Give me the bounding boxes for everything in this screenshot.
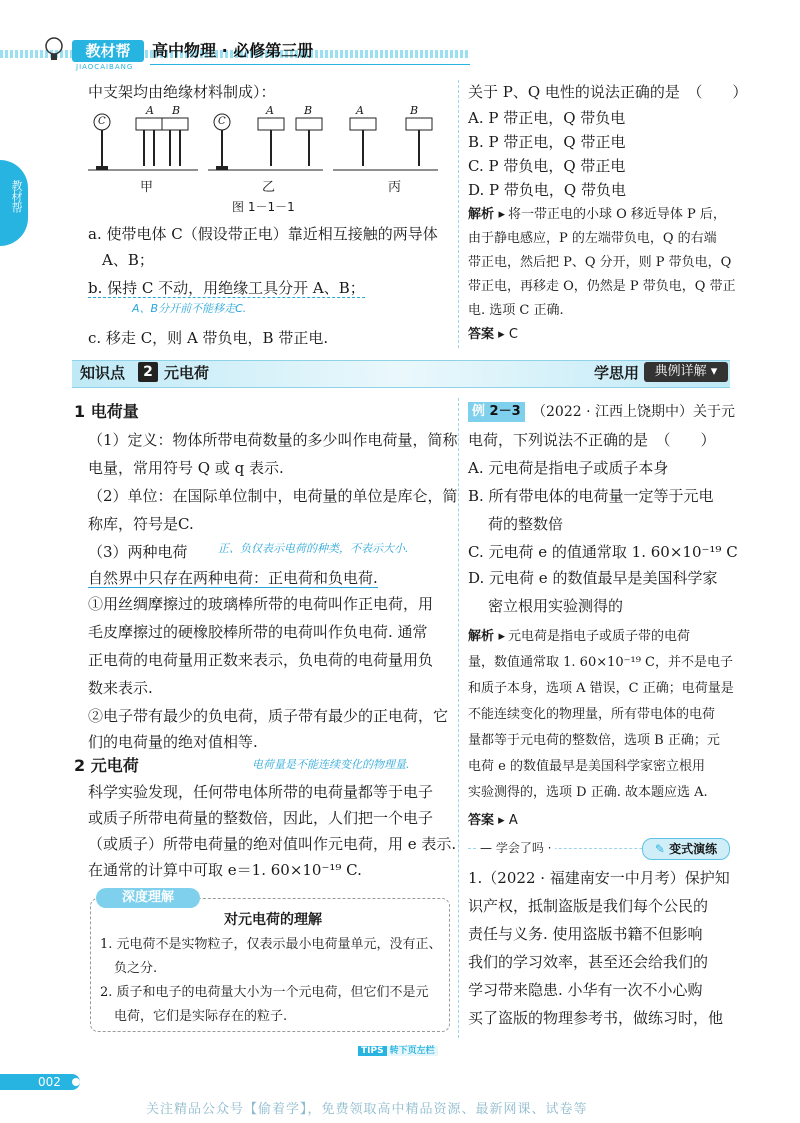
example-option-d1: D. 元电荷 e 的数值最早是美国科学家 <box>468 569 718 587</box>
figure-label-A-1: A <box>146 104 154 117</box>
question-pq: 关于 P、Q 电性的说法正确的是 （ ） <box>468 83 748 101</box>
analysis-1-line4: 带正电，再移走 O，仍然是 P 带负电，Q 带正 <box>468 279 736 294</box>
tips-badge <box>358 1044 438 1058</box>
p4-text: 自然界中只存在两种电荷：正电荷和负电荷. <box>88 569 378 587</box>
example-option-c: C. 元电荷 e 的值通常取 1. 60×10⁻¹⁹ C <box>468 543 738 561</box>
answer-value-2: A <box>508 813 518 828</box>
analysis-label-text-2: 解析 <box>468 629 495 644</box>
section-title: 元电荷 <box>164 364 210 382</box>
p7-line2: 或质子所带电荷量的整数倍，因此，人们把一个电子 <box>88 809 434 827</box>
tips-text: 转下页左栏 <box>387 1046 438 1056</box>
box-tag <box>96 888 200 908</box>
section-right-button[interactable]: 典例详解 ▾ <box>644 362 728 382</box>
heading-2 <box>74 754 139 778</box>
analysis-2-line1: 元电荷是指电子或质子带的电荷 <box>508 629 691 644</box>
box-item-2a: 2. 质子和电子的电荷量大小为一个元电荷，但它们不是元 <box>100 985 429 1000</box>
box-item-2b: 电荷，它们是实际存在的粒子. <box>114 1009 288 1024</box>
practice-line4: 我们的学习效率，甚至还会给我们的 <box>468 953 709 971</box>
p7-line1: 科学实验发现，任何带电体所带的电荷量都等于电子 <box>88 783 434 801</box>
p7-line3: （或质子）所带电荷量的绝对值叫作元电荷，用 e 表示. <box>88 835 457 853</box>
example-option-b2: 荷的整数倍 <box>488 515 564 533</box>
example-option-d2: 密立根用实验测得的 <box>488 597 624 615</box>
analysis-2-line5: 量都等于元电荷的整数倍，选项 B 正确；元 <box>468 733 720 748</box>
figure-label-A-2: A <box>266 104 274 117</box>
step-a-line2: A、B； <box>102 251 154 269</box>
header-book-title: 高中物理 · 必修第三册 <box>152 41 314 60</box>
side-tab-label: 教材帮 <box>10 180 23 213</box>
step-c: c. 移走 C，则 A 带负电，B 带正电. <box>88 329 329 347</box>
practice-tag <box>642 838 730 860</box>
practice-line2: 识产权，抵制盗版是我们每个公民的 <box>468 897 709 915</box>
figure-label-bing: 丙 <box>388 180 402 195</box>
page-number: 002 <box>38 1075 61 1089</box>
analysis-label-2: 解析 ▸ <box>468 629 506 644</box>
heading-1 <box>74 400 139 424</box>
p3: （3）两种电荷 <box>88 543 188 561</box>
figure-label-C-2: C <box>218 116 226 127</box>
p2-line1: （2）单位：在国际单位制中，电荷量的单位是库仑，简 <box>88 487 458 505</box>
section-right-title: 学思用 <box>594 364 640 382</box>
example-option-a: A. 元电荷是指电子或质子本身 <box>468 459 669 477</box>
p1-line1: （1）定义：物体所带电荷数量的多少叫作电荷量，简称 <box>88 431 458 449</box>
section-label: 知识点 <box>80 364 126 382</box>
example-tag <box>468 402 525 422</box>
figure-label-B-3: B <box>410 104 419 117</box>
footer-dot <box>72 1078 80 1086</box>
side-tab <box>0 160 28 246</box>
answer-label-2: 答案 <box>468 813 495 828</box>
learned-label-text: 学会了吗 <box>495 841 544 855</box>
example-tag-num: 2－3 <box>489 404 521 419</box>
watermark: 关注精品公众号【偷着学】，免费领取高中精品资源、最新网课、试卷等 <box>146 1102 588 1117</box>
p2-line2: 称库，符号是C. <box>88 515 194 533</box>
step-a-line1: a. 使带电体 C（假设带正电）靠近相互接触的两导体 <box>88 225 438 243</box>
figure-label-B-2: B <box>304 104 313 117</box>
analysis-label-text-1: 解析 <box>468 207 495 222</box>
box-item-1b: 负之分. <box>114 961 158 976</box>
analysis-2-line2: 量，数值通常取 1. 60×10⁻¹⁹ C，并不是电子 <box>468 655 734 670</box>
section-right-button-label: 典例详解 <box>654 364 707 379</box>
figure-label-B-1: B <box>172 104 181 117</box>
bulb-icon <box>44 36 64 64</box>
box-title: 对元电荷的理解 <box>224 912 322 928</box>
learned-label: — 学会了吗 · <box>476 838 555 858</box>
answer-value-1: C <box>508 327 518 342</box>
p5-line2: 毛皮摩擦过的硬橡胶棒所带的电荷叫作负电荷. 通常 <box>88 623 428 641</box>
heading-2-text: 元电荷 <box>90 756 139 775</box>
heading-1-text: 电荷量 <box>90 402 139 421</box>
p5-line1: ①用丝绸摩擦过的玻璃棒所带的电荷叫作正电荷，用 <box>88 595 434 613</box>
practice-tag-text: 变式演练 <box>669 842 718 856</box>
analysis-1-line1: 将一带正电的小球 O 移近导体 P 后， <box>508 207 726 222</box>
note-step-b: A、B分开前不能移走C. <box>132 302 247 315</box>
note-h2: 电荷量是不能连续变化的物理量. <box>252 758 410 771</box>
analysis-label-1: 解析 ▸ <box>468 207 506 222</box>
option-d: D. P 带负电，Q 带负电 <box>468 181 626 199</box>
section-number: 2 <box>138 362 158 382</box>
intro-text: 中支架均由绝缘材料制成）： <box>88 83 276 101</box>
answer-label-1: 答案 <box>468 327 495 342</box>
example-source: （2022 · 江西上饶期中）关于元 <box>532 404 735 420</box>
p6-line2: 们的电荷量的绝对值相等. <box>88 733 258 751</box>
figure-label-A-3: A <box>356 104 364 117</box>
figure-caption: 图 1－1－1 <box>232 200 295 214</box>
practice-line1: 1.（2022 · 福建南安一中月考）保护知 <box>468 869 730 887</box>
practice-line3: 责任与义务. 使用盗版书籍不但影响 <box>468 925 703 943</box>
box-tag-text: 深度理解 <box>121 890 174 905</box>
p7-line4: 在通常的计算中可取 e＝1. 60×10⁻¹⁹ C. <box>88 861 362 879</box>
step-b-text: b. 保持 C 不动，用绝缘工具分开 A、B； <box>88 279 365 297</box>
analysis-1-line5: 电. 选项 C 正确. <box>468 303 564 318</box>
analysis-2-line3: 和质子本身，选项 A 错误，C 正确；电荷量是 <box>468 681 734 696</box>
step-b <box>88 276 365 300</box>
example-option-b1: B. 所有带电体的电荷量一定等于元电 <box>468 487 714 505</box>
option-c: C. P 带负电，Q 带正电 <box>468 157 626 175</box>
p5-line4: 数来表示. <box>88 679 153 697</box>
practice-line5: 学习带来隐患. 小华有一次不小心购 <box>468 981 703 999</box>
answer-2: 答案 ▸ A <box>468 813 518 828</box>
p6-line1: ②电子带有最少的负电荷，质子带有最少的正电荷，它 <box>88 707 449 725</box>
practice-line6: 买了盗版的物理参考书，做练习时，他 <box>468 1009 724 1027</box>
p4 <box>88 566 378 590</box>
figure-label-yi: 乙 <box>262 180 276 195</box>
option-a: A. P 带正电，Q 带负电 <box>468 109 626 127</box>
example-question: 电荷，下列说法不正确的是 （ ） <box>468 431 716 449</box>
header-brand: 教材帮 <box>72 40 144 62</box>
answer-1: 答案 ▸ C <box>468 327 518 342</box>
header-line <box>150 64 470 65</box>
heading-1-num: 1 <box>74 402 86 421</box>
analysis-2-line4: 不能连续变化的物理量，所有带电体的电荷 <box>468 707 716 722</box>
heading-2-num: 2 <box>74 756 86 775</box>
figure-label-jia: 甲 <box>140 180 154 195</box>
tips-label: TIPS <box>358 1046 387 1056</box>
box-item-1a: 1. 元电荷不是实物粒子，仅表示最小电荷量单元，没有正、 <box>100 937 442 952</box>
analysis-1-line3: 带正电，然后把 P、Q 分开，则 P 带负电，Q <box>468 255 732 270</box>
analysis-2-line7: 实验测得的，选项 D 正确. 故本题应选 A. <box>468 785 708 800</box>
header-brand-sub: JIAOCAIBANG <box>76 63 134 71</box>
analysis-1-line2: 由于静电感应，P 的左端带负电，Q 的右端 <box>468 231 717 246</box>
analysis-2-line6: 电荷 e 的数值最早是美国科学家密立根用 <box>468 759 705 774</box>
figure-label-C-1: C <box>98 116 106 127</box>
column-divider-bottom <box>458 398 459 1038</box>
option-b: B. P 带正电，Q 带正电 <box>468 133 626 151</box>
note-p3: 正、负仅表示电荷的种类，不表示大小. <box>218 542 409 555</box>
example-tag-label: 例 <box>472 404 486 419</box>
p1-line2: 电量，常用符号 Q 或 q 表示. <box>88 459 284 477</box>
column-divider <box>458 80 459 348</box>
practice-icon: ✎ <box>654 842 665 856</box>
p5-line3: 正电荷的电荷量用正数来表示，负电荷的电荷量用负 <box>88 651 434 669</box>
